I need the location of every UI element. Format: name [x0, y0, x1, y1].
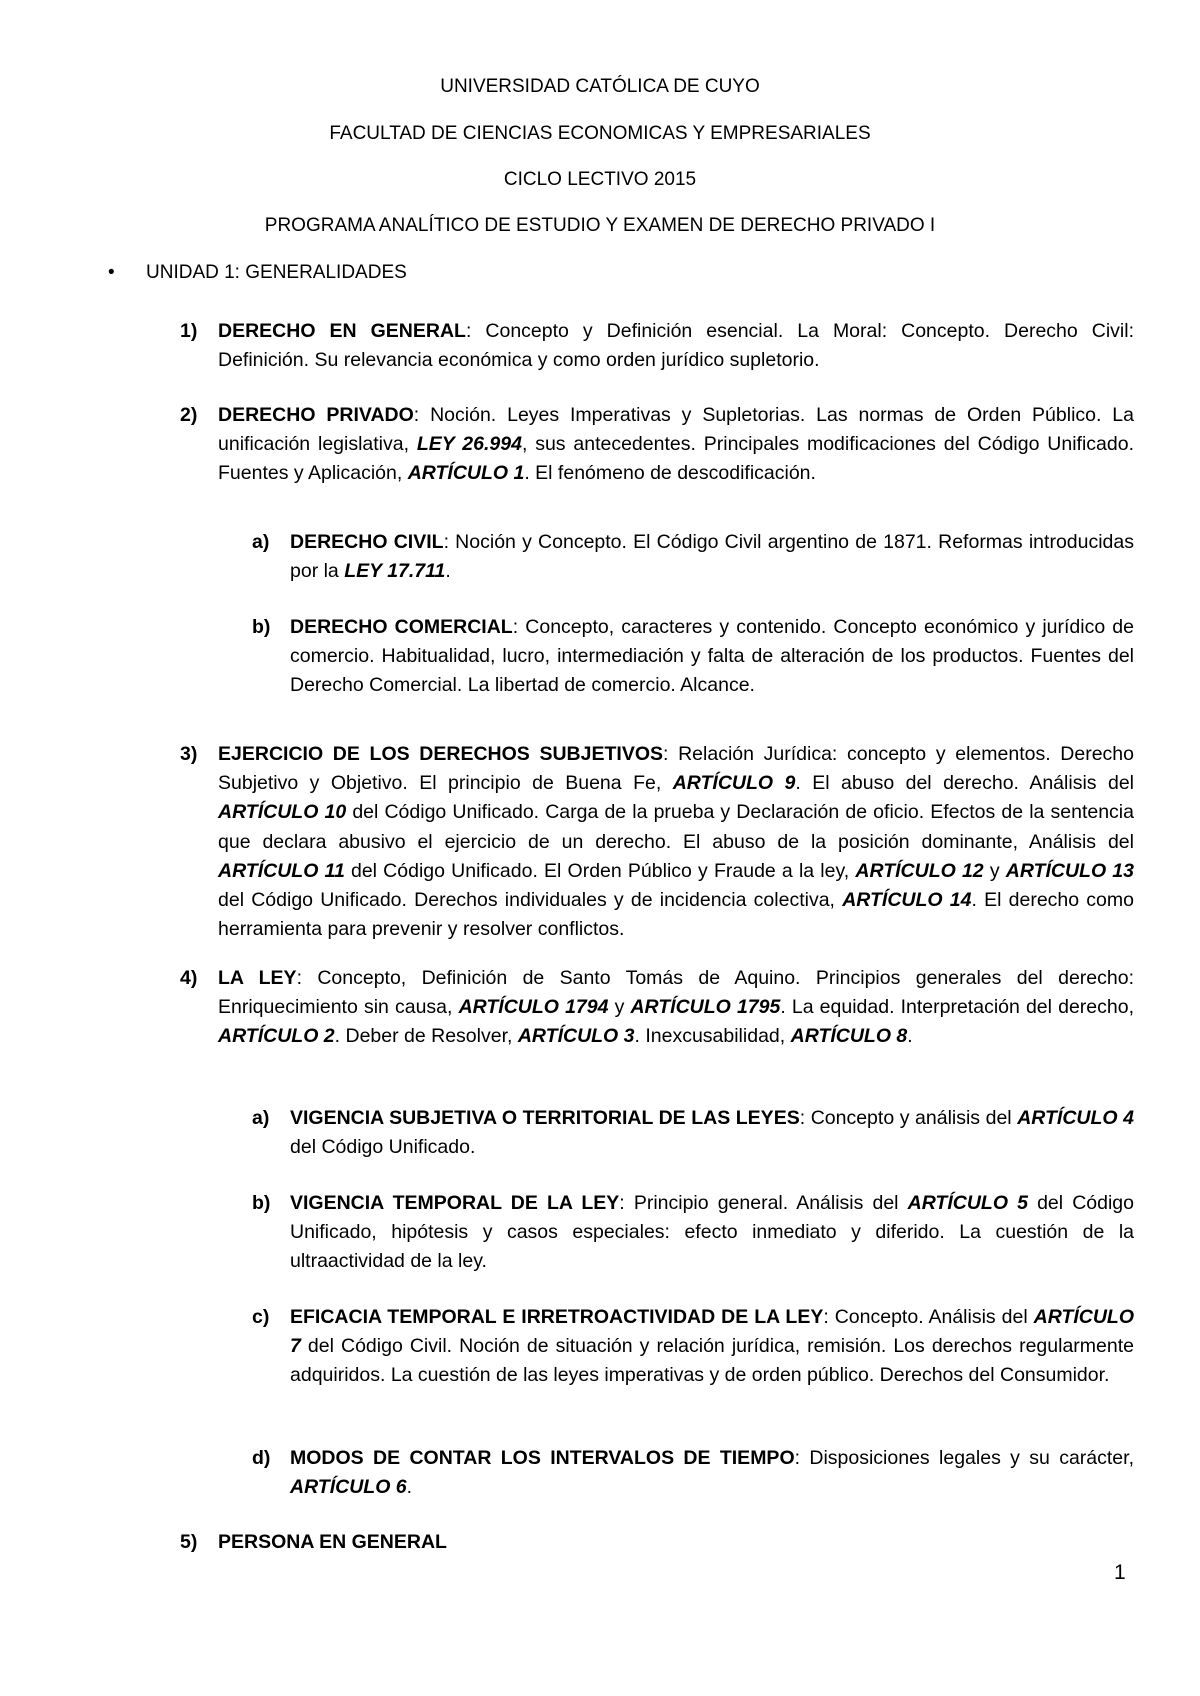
item-text: [290, 1189, 1134, 1277]
list-item-2a: [252, 528, 1134, 586]
item-text: [218, 1528, 1134, 1557]
item-body: .: [445, 560, 451, 583]
item-body: del Código Unificado.: [290, 1136, 476, 1159]
item-body: : Concepto y Definición esencial. La Moral: Concepto. Derecho Civil: Definición. Su relevancia económica y como orden jurídico supletorio.: [218, 320, 1134, 372]
item-keyword: DERECHO EN GENERAL: [218, 320, 466, 342]
item-number: 2): [180, 404, 198, 426]
item-body: del Código Unificado. Derechos individuales y de incidencia colectiva,: [218, 889, 843, 912]
item-letter: b): [252, 616, 271, 638]
article-reference: ARTÍCULO 2: [218, 1025, 335, 1048]
item-keyword: EJERCICIO DE LOS DERECHOS SUBJETIVOS: [218, 743, 664, 765]
item-body: . Inexcusabilidad,: [634, 1025, 791, 1048]
article-reference: ARTÍCULO 3: [517, 1025, 635, 1048]
item-keyword: DERECHO CIVIL: [290, 531, 444, 553]
list-item-1: [180, 317, 1134, 375]
item-body: .: [406, 1476, 413, 1499]
item-body: . El derecho como herramienta para prevenir y resolver conflictos.: [218, 889, 1134, 941]
item-body: del Código Unificado. Carga de la prueba y Declaración de oficio. Efectos de la sentencia que declara abusivo el ejercicio de un derecho. El abuso de la posición dominante, Análisis del: [218, 801, 1134, 853]
article-reference: ARTÍCULO 12: [855, 859, 984, 882]
item-letter: b): [252, 1192, 271, 1214]
item-body: : Disposiciones legales y su carácter,: [794, 1447, 1134, 1469]
article-reference: ARTÍCULO 4: [1017, 1107, 1134, 1129]
item-letter: a): [252, 531, 270, 553]
article-reference: ARTÍCULO 13: [1005, 859, 1134, 882]
item-letter: c): [252, 1306, 270, 1328]
item-text: [290, 1444, 1134, 1502]
item-keyword: VIGENCIA TEMPORAL DE LA LEY: [290, 1192, 620, 1214]
unit-title: UNIDAD 1: GENERALIDADES: [146, 262, 407, 283]
term-title: CICLO LECTIVO 2015: [503, 169, 697, 190]
item-body: del Código Civil. Noción de situación y relación jurídica, remisión. Los derechos regularmente adquiridos. La cuestión de las leyes imperativas y de orden público. Derechos del Consumidor.: [290, 1335, 1134, 1387]
law-reference: LEY 17.711: [344, 560, 446, 583]
list-item-4b: [252, 1189, 1134, 1277]
article-reference: ARTÍCULO 1795: [630, 996, 781, 1019]
article-reference: ARTÍCULO 1: [407, 462, 525, 485]
item-number: 3): [180, 743, 198, 765]
list-item-4a: [252, 1104, 1134, 1162]
article-reference: ARTÍCULO 11: [218, 859, 345, 882]
faculty-title: FACULTAD DE CIENCIAS ECONOMICAS Y EMPRESARIALES: [329, 123, 871, 144]
item-body: : Concepto, caracteres y contenido. Concepto económico y jurídico de comercio. Habitualidad, lucro, intermediación y falta de alteración de los productos. Fuentes del Derecho Comercial. La libertad de comercio. Alcance.: [290, 616, 1134, 697]
list-item-4c: [252, 1303, 1134, 1391]
item-number: 1): [180, 320, 198, 342]
law-reference: LEY 26.994: [416, 433, 522, 456]
item-keyword: DERECHO PRIVADO: [218, 404, 414, 426]
program-title: PROGRAMA ANALÍTICO DE ESTUDIO Y EXAMEN DE DERECHO PRIVADO I: [264, 215, 936, 236]
list-item-2b: [252, 613, 1134, 701]
article-reference: ARTÍCULO 14: [842, 889, 972, 912]
item-body: : Noción y Concepto. El Código Civil argentino de 1871. Reformas introducidas por la: [290, 531, 1134, 583]
bullet-icon: •: [108, 262, 115, 283]
item-number: 5): [180, 1531, 198, 1553]
university-title: UNIVERSIDAD CATÓLICA DE CUYO: [440, 76, 760, 97]
article-reference: ARTÍCULO 5: [907, 1192, 1028, 1214]
list-item-4d: [252, 1444, 1134, 1502]
item-keyword: LA LEY: [218, 967, 297, 989]
item-body: , sus antecedentes. Principales modificaciones del Código Unificado. Fuentes y Aplicación,: [218, 433, 1134, 485]
item-text: [290, 1303, 1134, 1391]
item-body: : Concepto. Análisis del: [823, 1306, 1034, 1328]
article-reference: ARTÍCULO 7: [290, 1306, 1134, 1358]
item-text: [218, 740, 1134, 944]
item-text: [290, 528, 1134, 586]
item-letter: a): [252, 1107, 270, 1129]
item-body: . La equidad. Interpretación del derecho,: [780, 996, 1134, 1019]
item-body: del Código Unificado, hipótesis y casos especiales: efecto inmediato y diferido. La cuestión de la ultraactividad de la ley.: [290, 1192, 1134, 1273]
item-body: del Código Unificado. El Orden Público y Fraude a la ley,: [344, 859, 856, 882]
item-body: .: [907, 1025, 913, 1048]
item-keyword: MODOS DE CONTAR LOS INTERVALOS DE TIEMPO: [290, 1447, 795, 1469]
item-body: : Concepto, Definición de Santo Tomás de Aquino. Principios generales del derecho: Enriquecimiento sin causa,: [218, 967, 1134, 1019]
item-text: [218, 317, 1134, 375]
item-keyword: DERECHO COMERCIAL: [290, 616, 513, 638]
item-body: y: [983, 859, 1006, 882]
list-item-5: [180, 1528, 1134, 1557]
item-letter: d): [252, 1447, 271, 1469]
article-reference: ARTÍCULO 10: [218, 801, 347, 824]
item-body: : Noción. Leyes Imperativas y Supletorias. Las normas de Orden Público. La unificación legislativa,: [218, 404, 1134, 456]
item-text: [290, 613, 1134, 701]
item-keyword: EFICACIA TEMPORAL E IRRETROACTIVIDAD DE LA LEY: [290, 1306, 824, 1328]
item-keyword: VIGENCIA SUBJETIVA O TERRITORIAL DE LAS LEYES: [290, 1107, 800, 1129]
article-reference: ARTÍCULO 8: [790, 1025, 908, 1048]
item-text: [218, 964, 1134, 1052]
item-body: : Principio general. Análisis del: [619, 1192, 908, 1214]
item-body: . El fenómeno de descodificación.: [524, 462, 816, 485]
page-number: 1: [1114, 1561, 1126, 1584]
list-item-4: [180, 964, 1134, 1052]
item-keyword: PERSONA EN GENERAL: [218, 1531, 447, 1553]
item-body: y: [608, 996, 631, 1019]
item-text: [290, 1104, 1134, 1162]
item-text: [218, 401, 1134, 489]
article-reference: ARTÍCULO 1794: [458, 996, 609, 1019]
item-number: 4): [180, 967, 198, 989]
article-reference: ARTÍCULO 9: [672, 772, 796, 795]
article-reference: ARTÍCULO 6: [290, 1476, 407, 1499]
item-body: . Deber de Resolver,: [334, 1025, 518, 1048]
list-item-2: [180, 401, 1134, 489]
list-item-3: [180, 740, 1134, 944]
item-body: : Concepto y análisis del: [799, 1107, 1018, 1129]
item-body: : Relación Jurídica: concepto y elementos. Derecho Subjetivo y Objetivo. El principio de Buena Fe,: [218, 743, 1134, 795]
item-body: . El abuso del derecho. Análisis del: [795, 772, 1134, 795]
